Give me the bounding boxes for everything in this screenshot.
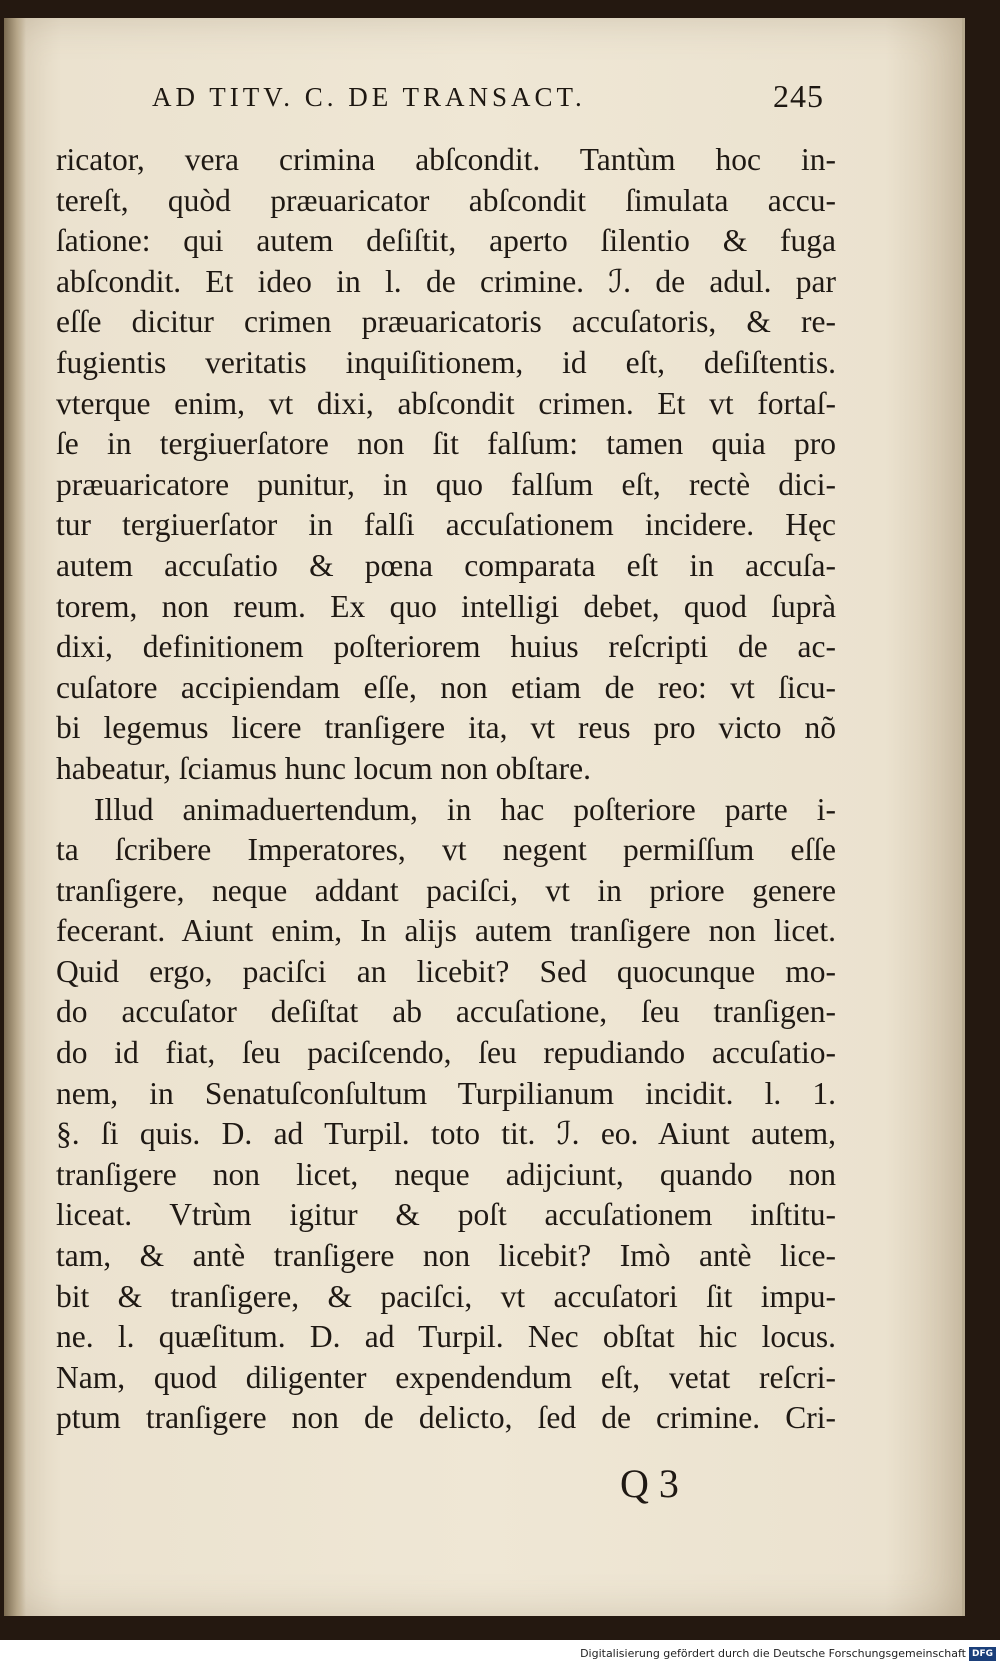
running-head-title: AD TITV. C. DE TRANSACT.: [152, 82, 586, 112]
text-line: ta ſcribere Imperatores, vt negent permiſſum eſſe: [56, 832, 836, 868]
text-line: ſe in tergiuerſatore non ſit falſum: tamen quia pro: [56, 426, 836, 462]
funding-credit: Digitalisierung gefördert durch die Deutsche Forschungsgemeinschaft: [580, 1647, 966, 1660]
text-line: do accuſator deſiſtat ab accuſatione, ſeu tranſigen-: [56, 994, 836, 1030]
text-line: Quid ergo, paciſci an licebit? Sed quocunque mo-: [56, 953, 836, 989]
text-line: torem, non reum. Ex quo intelligi debet, quod ſuprà: [56, 588, 836, 624]
text-line: abſcondit. Et ideo in l. de crimine. ℐ. de adul. par: [56, 263, 836, 299]
text-line: bit & tranſigere, & paciſci, vt accuſatori ſit impu-: [56, 1278, 836, 1314]
text-line: præuaricatore punitur, in quo falſum eſt, rectè dici-: [56, 466, 836, 502]
text-line: tam, & antè tranſigere non licebit? Imò antè lice-: [56, 1238, 836, 1274]
page-number: 245: [773, 78, 824, 114]
text-line: §. ſi quis. D. ad Turpil. toto tit. ℐ. eo. Aiunt autem,: [56, 1116, 836, 1152]
text-line: habeatur, ſciamus hunc locum non obſtare.: [56, 750, 591, 786]
text-line: fugientis veritatis inquiſitionem, id eſt, deſiſtentis.: [56, 344, 836, 380]
text-line: Nam, quod diligenter expendendum eſt, vetat reſcri-: [56, 1359, 836, 1395]
text-line: tranſigere non licet, neque adijciunt, quando non: [56, 1156, 836, 1192]
text-line: tranſigere, neque addant paciſci, vt in priore genere: [56, 872, 836, 908]
footer-bar: [0, 1644, 1000, 1666]
page-gutter-shadow: [4, 18, 26, 1616]
text-line: tereſt, quòd præuaricator abſcondit ſimulata accu-: [56, 182, 836, 218]
text-line: fecerant. Aiunt enim, In alijs autem tranſigere non licet.: [56, 913, 836, 949]
text-line: tur tergiuerſator in falſi accuſationem incidere. Hęc: [56, 507, 836, 543]
text-line: eſſe dicitur crimen præuaricatoris accuſatoris, & re-: [56, 304, 836, 340]
text-line: ne. l. quæſitum. D. ad Turpil. Nec obſtat hic locus.: [56, 1319, 836, 1355]
paragraph-first-line: Illud animaduertendum, in hac poſteriore parte i-: [94, 791, 836, 827]
text-line: bi legemus licere tranſigere ita, vt reus pro victo nõ: [56, 710, 836, 746]
text-line: cuſatore accipiendam eſſe, non etiam de reo: vt ſicu-: [56, 669, 836, 705]
text-line: vterque enim, vt dixi, abſcondit crimen. Et vt fortaſ-: [56, 385, 836, 421]
running-head: [152, 74, 824, 118]
text-line: nem, in Senatuſconſultum Turpilianum incidit. l. 1.: [56, 1075, 836, 1111]
text-line: do id fiat, ſeu paciſcendo, ſeu repudiando accuſatio-: [56, 1035, 836, 1071]
body-text: [56, 140, 836, 1439]
text-line: dixi, definitionem poſteriorem huius reſcripti de ac-: [56, 629, 836, 665]
text-line: ricator, vera crimina abſcondit. Tantùm hoc in-: [56, 142, 836, 177]
text-line: ſatione: qui autem deſiſtit, aperto ſilentio & fuga: [56, 223, 836, 259]
signature-mark: Q 3: [620, 1461, 679, 1506]
text-line: ptum tranſigere non de delicto, ſed de crimine. Cri-: [56, 1400, 836, 1436]
text-line: autem accuſatio & pœna comparata eſt in accuſa-: [56, 547, 836, 583]
dfg-logo[interactable]: DFG: [969, 1647, 996, 1661]
text-line: liceat. Vtrùm igitur & poſt accuſationem inſtitu-: [56, 1197, 836, 1233]
